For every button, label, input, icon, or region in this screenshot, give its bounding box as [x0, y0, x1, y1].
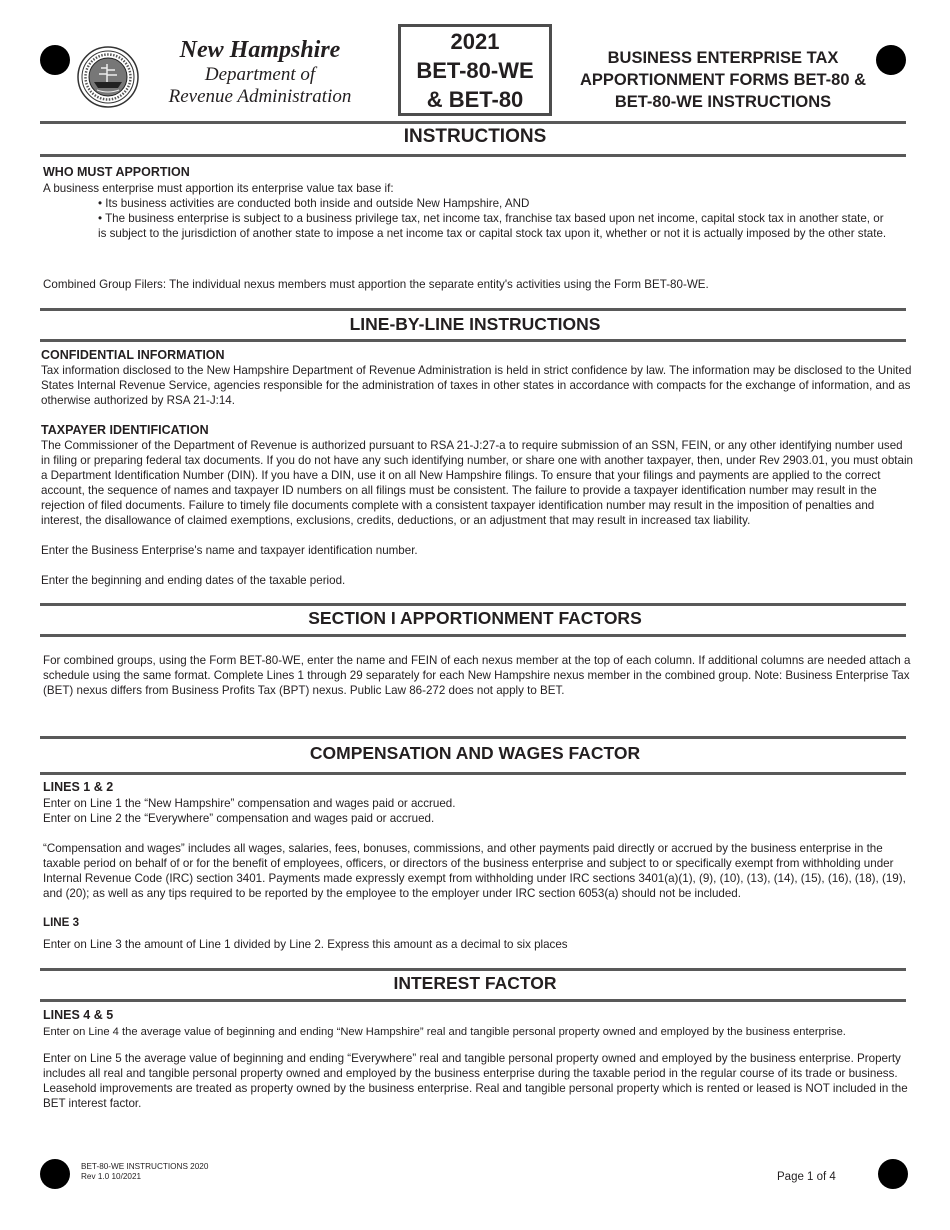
state-seal-icon — [77, 46, 139, 108]
divider — [40, 603, 906, 606]
divider — [40, 308, 906, 311]
form-number-line1: BET-80-WE — [416, 58, 534, 83]
divider — [40, 736, 906, 739]
who-must-apportion-heading: WHO MUST APPORTION — [43, 165, 190, 179]
form-number-line2: & BET-80 — [426, 87, 524, 112]
line1-text: Enter on Line 1 the “New Hampshire” compensation and wages paid or accrued. — [43, 797, 456, 810]
registration-mark-top-right — [876, 45, 906, 75]
compensation-heading: COMPENSATION AND WAGES FACTOR — [309, 743, 641, 763]
divider — [40, 154, 906, 157]
interest-heading: INTEREST FACTOR — [393, 973, 557, 993]
section1-heading: SECTION I APPORTIONMENT FACTORS — [308, 608, 642, 628]
document-title-line3: BET-80-WE INSTRUCTIONS — [614, 93, 832, 111]
line2-text: Enter on Line 2 the “Everywhere” compensation and wages paid or accrued. — [43, 812, 435, 825]
divider — [40, 772, 906, 775]
who-must-apportion-bullet1: • Its business activities are conducted both inside and outside New Hampshire, AND — [98, 197, 530, 210]
footer-revision: Rev 1.0 10/2021 — [81, 1172, 142, 1181]
registration-mark-top-left — [40, 45, 70, 75]
instructions-heading: INSTRUCTIONS — [403, 126, 547, 147]
line-by-line-heading: LINE-BY-LINE INSTRUCTIONS — [349, 314, 601, 334]
document-title — [568, 47, 878, 113]
document-title-line1: BUSINESS ENTERPRISE TAX — [607, 49, 839, 67]
registration-mark-bottom-right — [878, 1159, 908, 1189]
divider — [40, 999, 906, 1002]
combined-group-note: Combined Group Filers: The individual nexus members must apportion the separate entity's activities using the Form BET-80-WE. — [43, 278, 709, 291]
divider — [40, 339, 906, 342]
form-id-box — [398, 24, 552, 116]
line4-text: Enter on Line 4 the average value of beginning and ending “New Hampshire” real and tangible personal property owned and employed by the business enterprise. — [43, 1026, 846, 1038]
confidential-text: Tax information disclosed to the New Hampshire Department of Revenue Administration is held in strict confidence by law. The information may be disclosed to the United States Internal Revenue Service, agencies responsible for the administration of taxes in other states in accordance with compacts for the exchange of information, and as otherwise authorized by RSA 21-J:14. — [41, 364, 912, 407]
agency-name — [150, 36, 370, 108]
section1-text: For combined groups, using the Form BET-80-WE, enter the name and FEIN of each nexus member at the top of each column. If additional columns are needed attach a schedule using the same format. Complete Lines 1 through 29 separately for each New Hampshire nexus member in the combined group. Note: Business Enterprise Tax (BET) nexus differs from Business Profits Tax (BPT) nexus. Public Law 86-272 does not apply to BET. — [43, 654, 911, 697]
registration-mark-bottom-left — [40, 1159, 70, 1189]
page-number: Page 1 of 4 — [777, 1171, 836, 1183]
enter-name-text: Enter the Business Enterprise's name and taxpayer identification number. — [41, 544, 418, 557]
taxpayer-id-text: The Commissioner of the Department of Revenue is authorized pursuant to RSA 21-J:27-a to require submission of an SSN, FEIN, or any other identifying number used in filing or preparing federal tax documents. If you do not have any such identifying number, or share one with another taxpayer, then, under Rev 2903.01, you must obtain a Department Identification Number (DIN). If you have a DIN, use it on all New Hampshire filings. To ensure that your filings and payments are applied to the correct account, the sequence of names and taxpayer ID numbers on all filings must be consistent. The failure to provide a taxpayer identification number may result in the rejection of filed documents. Failure to timely file documents complete with a consistent taxpayer identification number may result in the imposition of penalties and interest, the disallowance of claimed exemptions, exclusions, credits, deductions, or an adjustment that may result in increased tax liability. — [41, 439, 913, 527]
line-3-heading: LINE 3 — [43, 916, 80, 929]
enter-dates-text: Enter the beginning and ending dates of the taxable period. — [41, 574, 346, 587]
divider — [40, 634, 906, 637]
lines-1-2-heading: LINES 1 & 2 — [43, 780, 114, 794]
administration-name: Revenue Administration — [168, 86, 352, 107]
lines-4-5-heading: LINES 4 & 5 — [43, 1008, 114, 1022]
department-name: Department of — [204, 64, 316, 85]
compensation-definition: “Compensation and wages” includes all wages, salaries, fees, bonuses, commissions, and other payments paid directly or accrued by the business enterprise in the taxable period on behalf of or for the benefit of employees, officers, or directors of the business enterprise and subject to or specifically exempt from withholding under Internal Revenue Code (IRC) section 3401. Payments made expressly exempt from withholding under IRC sections 3401(a)(1), (9), (10), (13), (14), (15), (16), (18), (19), and (20); as well as any tips required to be reported by the employee to the employer under IRC section 6053(a) should not be included. — [43, 842, 906, 900]
confidential-heading: CONFIDENTIAL INFORMATION — [41, 348, 225, 362]
footer-form-ref: BET-80-WE INSTRUCTIONS 2020 — [81, 1162, 209, 1171]
taxpayer-id-heading: TAXPAYER IDENTIFICATION — [41, 423, 209, 437]
line3-text: Enter on Line 3 the amount of Line 1 divided by Line 2. Express this amount as a decimal to six places — [43, 938, 568, 951]
document-title-line2: APPORTIONMENT FORMS BET-80 & — [579, 71, 867, 89]
form-year: 2021 — [450, 29, 500, 54]
who-must-apportion-bullet2: • The business enterprise is subject to a business privilege tax, net income tax, franchise tax based upon net income, capital stock tax in another state, or is subject to the jurisdiction of another state to impose a net income tax or capital stock tax upon it, whether or not it is actually imposed by the other state. — [98, 212, 887, 240]
divider — [40, 968, 906, 971]
divider — [40, 121, 906, 124]
who-must-apportion-intro: A business enterprise must apportion its enterprise value tax base if: — [43, 182, 394, 195]
footer-form-reference — [81, 1162, 208, 1182]
line5-text: Enter on Line 5 the average value of beginning and ending “Everywhere” real and tangible personal property owned and employed by the business enterprise. Property includes all real and tangible personal property owned and employed by the business enterprise during the taxable period in the regular course of its trade or business. Leasehold improvements are treated as property owned by the business enterprise. Real and tangible personal property which is rented or leased is NOT included in the BET interest factor. — [43, 1052, 908, 1110]
state-name: New Hampshire — [179, 37, 341, 63]
